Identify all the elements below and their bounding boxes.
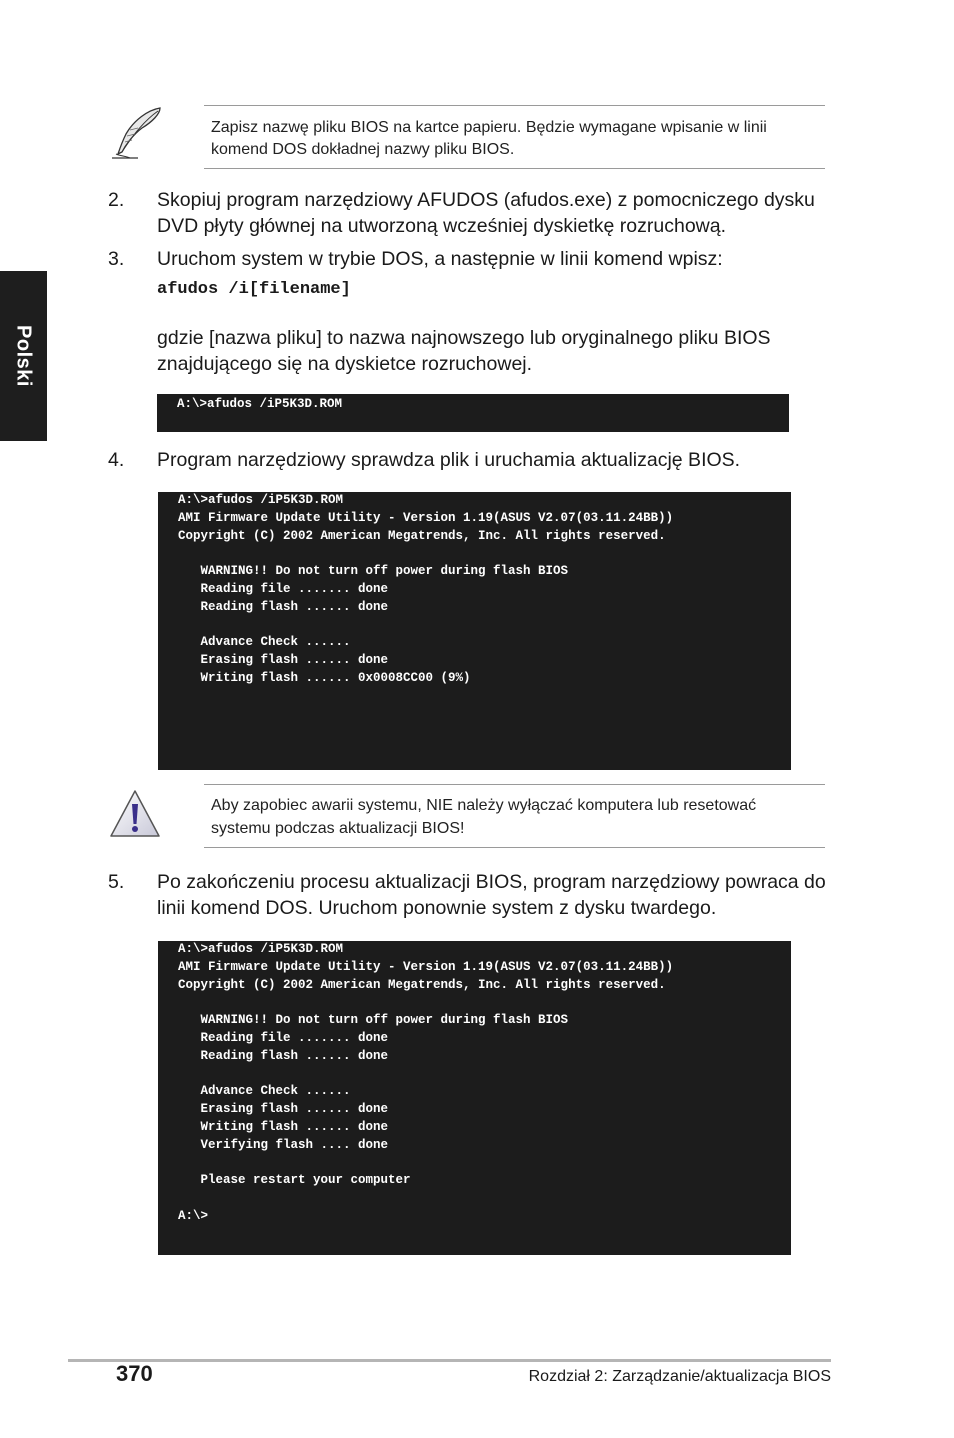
explanation-line: znajdującego się na dyskietce rozruchowej. bbox=[157, 353, 533, 375]
terminal-line bbox=[178, 994, 791, 1012]
step-3 bbox=[108, 246, 838, 272]
command-example: afudos /i[filename] bbox=[157, 280, 351, 299]
terminal-line: AMI Firmware Update Utility - Version 1.19(ASUS V2.07(03.11.24BB)) bbox=[178, 510, 674, 525]
step-number: 5. bbox=[108, 871, 125, 893]
terminal-line: A:\>afudos /iP5K3D.ROM bbox=[178, 493, 344, 507]
terminal-line: WARNING!! Do not turn off power during flash BIOS bbox=[178, 1013, 569, 1028]
language-side-tab bbox=[0, 271, 47, 441]
warning-line: Aby zapobiec awarii systemu, NIE należy wyłączać komputera lub resetować bbox=[211, 797, 757, 814]
terminal-line: Erasing flash ...... done bbox=[178, 1102, 389, 1117]
terminal-line: Advance Check ...... bbox=[178, 635, 351, 650]
terminal-line: Erasing flash ...... done bbox=[178, 653, 389, 668]
terminal-line bbox=[178, 1066, 791, 1084]
terminal-line: A:\>afudos /iP5K3D.ROM bbox=[178, 942, 344, 956]
footer-divider bbox=[68, 1359, 831, 1362]
step-text-line: Skopiuj program narzędziowy AFUDOS (afudos.exe) z pomocniczego dysku bbox=[157, 189, 815, 211]
terminal-line: Writing flash ...... done bbox=[178, 1119, 389, 1134]
terminal-line: Copyright (C) 2002 American Megatrends, Inc. All rights reserved. bbox=[178, 977, 666, 992]
terminal-line: Writing flash ...... 0x0008CC00 (9%) bbox=[178, 670, 471, 685]
terminal-line: Reading file ....... done bbox=[178, 1030, 389, 1045]
terminal-line: Copyright (C) 2002 American Megatrends, Inc. All rights reserved. bbox=[178, 528, 666, 543]
terminal-line: Reading file ....... done bbox=[178, 581, 389, 596]
terminal-line bbox=[178, 545, 791, 563]
warning-line: systemu podczas aktualizacji BIOS! bbox=[211, 820, 465, 837]
step-text-line: linii komend DOS. Uruchom ponownie system z dysku twardego. bbox=[157, 897, 717, 919]
terminal-line: Advance Check ...... bbox=[178, 1084, 351, 1099]
feather-pen-icon bbox=[108, 104, 166, 162]
page-number: 370 bbox=[116, 1361, 153, 1386]
terminal-line: A:\> bbox=[178, 1208, 209, 1223]
step-4 bbox=[108, 447, 838, 473]
step-text-line: DVD płyty głównej na utworzoną wcześniej dyskietkę rozruchową. bbox=[157, 215, 727, 237]
step-number: 4. bbox=[108, 449, 125, 471]
terminal-line: Please restart your computer bbox=[178, 1173, 411, 1188]
step-number: 3. bbox=[108, 248, 125, 270]
terminal-screen bbox=[158, 941, 791, 1255]
step-5 bbox=[108, 869, 838, 921]
note-line: komend DOS dokładnej nazwy pliku BIOS. bbox=[211, 141, 515, 158]
language-label: Polski bbox=[12, 325, 35, 387]
terminal-screen bbox=[158, 492, 791, 770]
terminal-line: Reading flash ...... done bbox=[178, 599, 389, 614]
step-text-line: Po zakończeniu procesu aktualizacji BIOS, program narzędziowy powraca do bbox=[157, 871, 826, 893]
note-box bbox=[204, 105, 825, 169]
terminal-line bbox=[178, 1155, 791, 1173]
warning-box bbox=[204, 784, 825, 848]
step-number: 2. bbox=[108, 189, 125, 211]
terminal-screen bbox=[157, 394, 789, 432]
chapter-title: Rozdział 2: Zarządzanie/aktualizacja BIOS bbox=[528, 1368, 831, 1385]
note-line: Zapisz nazwę pliku BIOS na kartce papieru. Będzie wymagane wpisanie w linii bbox=[211, 119, 767, 136]
terminal-line: Verifying flash .... done bbox=[178, 1137, 389, 1152]
step-2 bbox=[108, 187, 838, 239]
terminal-line: Reading flash ...... done bbox=[178, 1048, 389, 1063]
warning-exclamation-icon bbox=[108, 788, 162, 840]
terminal-line bbox=[178, 617, 791, 635]
explanation-line: gdzie [nazwa pliku] to nazwa najnowszego lub oryginalnego pliku BIOS bbox=[157, 327, 771, 349]
terminal-line: AMI Firmware Update Utility - Version 1.19(ASUS V2.07(03.11.24BB)) bbox=[178, 959, 674, 974]
terminal-line: WARNING!! Do not turn off power during flash BIOS bbox=[178, 564, 569, 579]
terminal-line: A:\>afudos /iP5K3D.ROM bbox=[177, 397, 343, 411]
step-text-line: Program narzędziowy sprawdza plik i uruchamia aktualizację BIOS. bbox=[157, 449, 741, 471]
command-explanation bbox=[157, 325, 827, 377]
terminal-line bbox=[178, 1190, 791, 1208]
step-text-line: Uruchom system w trybie DOS, a następnie w linii komend wpisz: bbox=[157, 248, 723, 270]
